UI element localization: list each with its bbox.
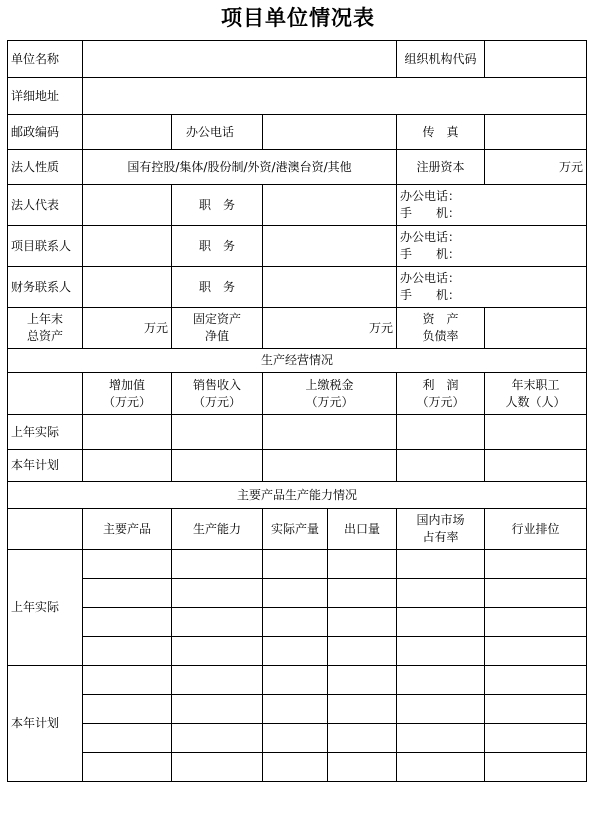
table-cell[interactable] — [172, 753, 263, 782]
table-cell[interactable] — [485, 550, 587, 579]
table-cell[interactable] — [83, 753, 172, 782]
mobile-prompt: 手 机： — [400, 288, 461, 302]
table-cell[interactable] — [83, 637, 172, 666]
mobile-prompt: 手 机： — [400, 247, 461, 261]
table-cell[interactable] — [172, 579, 263, 608]
table-cell[interactable] — [397, 415, 485, 450]
page-title: 项目单位情况表 — [221, 6, 375, 30]
production-col-staff — [485, 373, 587, 415]
table-cell[interactable] — [172, 637, 263, 666]
table-cell[interactable] — [485, 450, 587, 482]
legal-nature-label: 法人性质 — [8, 150, 83, 185]
table-cell[interactable] — [83, 724, 172, 753]
finance-contact-contact[interactable] — [397, 267, 587, 308]
fax-label: 传 真 — [397, 115, 485, 150]
production-row-this-year: 本年计划 — [8, 450, 83, 482]
table-cell[interactable] — [172, 608, 263, 637]
legal-rep-field[interactable] — [83, 185, 172, 226]
project-contact-label: 项目联系人 — [8, 226, 83, 267]
table-cell[interactable] — [328, 695, 397, 724]
postcode-field[interactable] — [83, 115, 172, 150]
org-code-field[interactable] — [485, 41, 587, 78]
col-line1: 上缴税金 — [305, 377, 354, 392]
table-cell[interactable] — [263, 753, 328, 782]
capacity-group-last-year: 上年实际 — [8, 550, 83, 666]
table-cell[interactable] — [397, 608, 485, 637]
production-col-profit — [397, 373, 485, 415]
total-assets-label-line2: 总资产 — [26, 329, 63, 343]
table-cell[interactable] — [397, 695, 485, 724]
table-cell[interactable] — [83, 695, 172, 724]
table-cell[interactable] — [397, 724, 485, 753]
debt-ratio-field[interactable] — [485, 308, 587, 349]
table-cell[interactable] — [485, 608, 587, 637]
table-cell[interactable] — [263, 608, 328, 637]
capacity-col-capacity: 生产能力 — [172, 509, 263, 550]
table-cell[interactable] — [328, 550, 397, 579]
capacity-group-this-year: 本年计划 — [8, 666, 83, 782]
table-cell[interactable] — [485, 415, 587, 450]
table-cell[interactable] — [263, 695, 328, 724]
production-col-value-added — [83, 373, 172, 415]
finance-contact-field[interactable] — [83, 267, 172, 308]
debt-ratio-label-line2: 负债率 — [422, 329, 459, 343]
table-cell[interactable] — [263, 724, 328, 753]
table-cell[interactable] — [328, 753, 397, 782]
col-line1: 增加值 — [108, 377, 145, 392]
table-cell[interactable] — [397, 550, 485, 579]
col-line1: 销售收入 — [192, 377, 241, 392]
capacity-col-rank: 行业排位 — [485, 509, 587, 550]
col-line1: 国内市场 — [416, 513, 465, 527]
table-cell[interactable] — [328, 724, 397, 753]
col-line1: 利 润 — [422, 377, 459, 392]
table-cell[interactable] — [485, 753, 587, 782]
legal-rep-contact[interactable] — [397, 185, 587, 226]
table-cell[interactable] — [397, 753, 485, 782]
capacity-section-heading: 主要产品生产能力情况 — [8, 482, 587, 509]
total-assets-field[interactable]: 万元 — [83, 308, 172, 349]
finance-contact-label: 财务联系人 — [8, 267, 83, 308]
production-row-last-year: 上年实际 — [8, 415, 83, 450]
legal-nature-options[interactable]: 国有控股/集体/股份制/外资/港澳台资/其他 — [83, 150, 397, 185]
postcode-label: 邮政编码 — [8, 115, 83, 150]
legal-rep-label: 法人代表 — [8, 185, 83, 226]
capacity-col-actual-output: 实际产量 — [263, 509, 328, 550]
table-cell[interactable] — [485, 695, 587, 724]
table-cell[interactable] — [397, 637, 485, 666]
capacity-col-market-share — [397, 509, 485, 550]
fixed-assets-label — [172, 308, 263, 349]
production-header-blank — [8, 373, 83, 415]
table-cell[interactable] — [328, 579, 397, 608]
registered-capital-label: 注册资本 — [397, 150, 485, 185]
fax-field[interactable] — [485, 115, 587, 150]
table-cell[interactable] — [485, 637, 587, 666]
table-cell[interactable] — [263, 579, 328, 608]
fixed-assets-label-line1: 固定资产 — [192, 312, 241, 326]
table-cell[interactable] — [83, 579, 172, 608]
registered-capital-field[interactable]: 万元 — [485, 150, 587, 185]
project-contact-duty-field[interactable] — [263, 226, 397, 267]
mobile-prompt: 手 机： — [400, 206, 461, 220]
address-label: 详细地址 — [8, 78, 83, 115]
col-line2: （万元） — [416, 394, 465, 409]
table-cell[interactable] — [172, 666, 263, 695]
table-cell[interactable] — [172, 450, 263, 482]
table-cell[interactable] — [485, 666, 587, 695]
table-cell[interactable] — [83, 608, 172, 637]
table-cell[interactable] — [83, 415, 172, 450]
table-cell[interactable] — [83, 666, 172, 695]
finance-contact-duty-field[interactable] — [263, 267, 397, 308]
address-field[interactable] — [83, 78, 587, 115]
col-line2: （万元） — [102, 394, 151, 409]
capacity-col-main-product: 主要产品 — [83, 509, 172, 550]
production-section-heading: 生产经营情况 — [8, 349, 587, 373]
col-line2: 占有率 — [422, 530, 459, 544]
capacity-col-export: 出口量 — [328, 509, 397, 550]
office-phone-label: 办公电话 — [172, 115, 263, 150]
table-cell[interactable] — [83, 550, 172, 579]
project-contact-field[interactable] — [83, 226, 172, 267]
table-cell[interactable] — [397, 666, 485, 695]
office-phone-prompt: 办公电话： — [400, 230, 461, 244]
debt-ratio-label — [397, 308, 485, 349]
table-cell[interactable] — [397, 579, 485, 608]
debt-ratio-label-line1: 资 产 — [422, 312, 459, 326]
legal-rep-duty-label: 职 务 — [172, 185, 263, 226]
col-line2: 人数（人） — [505, 394, 566, 409]
office-phone-prompt: 办公电话： — [400, 271, 461, 285]
office-phone-field[interactable] — [263, 115, 397, 150]
table-cell[interactable] — [83, 450, 172, 482]
table-cell[interactable] — [485, 724, 587, 753]
total-assets-label-line1: 上年末 — [26, 312, 63, 326]
total-assets-label — [8, 308, 83, 349]
table-cell[interactable] — [172, 695, 263, 724]
org-code-label: 组织机构代码 — [397, 41, 485, 78]
legal-rep-duty-field[interactable] — [263, 185, 397, 226]
table-cell[interactable] — [263, 637, 328, 666]
table-cell[interactable] — [263, 450, 397, 482]
project-contact-duty-label: 职 务 — [172, 226, 263, 267]
finance-contact-duty-label: 职 务 — [172, 267, 263, 308]
table-cell[interactable] — [263, 415, 397, 450]
col-line1: 年末职工 — [511, 377, 560, 392]
unit-name-label: 单位名称 — [8, 41, 83, 78]
office-phone-prompt: 办公电话： — [400, 189, 461, 203]
table-cell[interactable] — [328, 608, 397, 637]
production-col-sales — [172, 373, 263, 415]
production-col-tax — [263, 373, 397, 415]
table-cell[interactable] — [328, 666, 397, 695]
fixed-assets-label-line2: 净值 — [204, 329, 229, 343]
table-cell[interactable] — [172, 415, 263, 450]
table-cell[interactable] — [263, 550, 328, 579]
table-cell[interactable] — [328, 637, 397, 666]
project-unit-form — [7, 40, 587, 782]
project-contact-contact[interactable] — [397, 226, 587, 267]
col-line2: （万元） — [192, 394, 241, 409]
table-cell[interactable] — [485, 579, 587, 608]
unit-name-field[interactable] — [83, 41, 397, 78]
table-cell[interactable] — [172, 724, 263, 753]
table-cell[interactable] — [397, 450, 485, 482]
capacity-header-blank — [8, 509, 83, 550]
col-line2: （万元） — [305, 394, 354, 409]
fixed-assets-field[interactable]: 万元 — [263, 308, 397, 349]
table-cell[interactable] — [172, 550, 263, 579]
table-cell[interactable] — [263, 666, 328, 695]
